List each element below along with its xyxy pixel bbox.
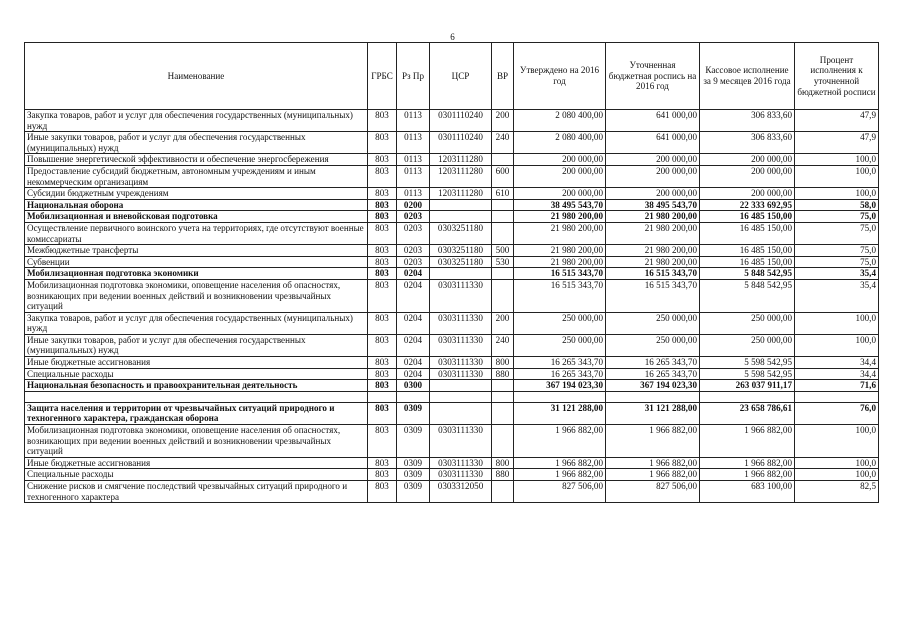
cell-csr: 0303251180 [430,245,492,257]
cell-csr: 0303111330 [430,279,492,312]
table-row [25,154,879,166]
cell-approved: 16 515 343,70 [514,268,606,280]
cell-approved: 21 980 200,00 [514,256,606,268]
cell-cash: 23 658 786,61 [700,402,795,424]
cell-percent: 35,4 [795,268,879,280]
cell-cash: 200 000,00 [700,188,795,200]
cell-grbs: 803 [368,256,397,268]
table-body [25,110,879,503]
cell-cash: 263 037 911,17 [700,380,795,392]
cell-vr: 500 [492,245,514,257]
cell-rzpr: 0309 [397,402,430,424]
cell-rzpr: 0203 [397,256,430,268]
cell-cash: 1 966 882,00 [700,457,795,469]
cell-name: Иные бюджетные ассигнования [25,457,368,469]
cell-grbs: 803 [368,357,397,369]
cell-name: Закупка товаров, работ и услуг для обеспечения государственных (муниципальных) нужд [25,110,368,132]
cell-csr: 0303251180 [430,256,492,268]
table-row [25,402,879,424]
cell-approved: 21 980 200,00 [514,245,606,257]
table-row [25,357,879,369]
table-row [25,268,879,280]
cell-vr [492,279,514,312]
cell-csr: 0301110240 [430,132,492,154]
table-row [25,188,879,200]
cell-percent: 100,0 [795,425,879,458]
cell-refined: 250 000,00 [606,312,700,334]
cell-refined: 16 515 343,70 [606,268,700,280]
cell-rzpr: 0203 [397,222,430,244]
cell-csr [430,199,492,211]
header-percent: Процент исполнения к уточненной бюджетной росписи [795,43,879,110]
header-rzpr: Рз Пр [397,43,430,110]
header-approved: Утверждено на 2016 год [514,43,606,110]
cell-refined: 16 265 343,70 [606,357,700,369]
cell-rzpr: 0204 [397,357,430,369]
cell-name: Иные закупки товаров, работ и услуг для обеспечения государственных (муниципальных) нужд [25,132,368,154]
cell-refined: 21 980 200,00 [606,245,700,257]
cell-rzpr: 0300 [397,380,430,392]
cell-cash: 250 000,00 [700,312,795,334]
cell-name: Мобилизационная и вневойсковая подготовка [25,211,368,223]
cell-refined: 200 000,00 [606,188,700,200]
cell-vr [492,199,514,211]
cell-cash [700,391,795,402]
cell-vr [492,222,514,244]
cell-csr: 0303111330 [430,357,492,369]
cell-rzpr: 0203 [397,245,430,257]
cell-percent: 100,0 [795,469,879,481]
cell-approved: 200 000,00 [514,154,606,166]
cell-percent: 47,9 [795,132,879,154]
cell-refined: 1 966 882,00 [606,457,700,469]
cell-rzpr: 0203 [397,211,430,223]
cell-refined: 16 265 343,70 [606,368,700,380]
cell-name: Повышение энергетической эффективности и обеспечение энергосбережения [25,154,368,166]
cell-approved: 38 495 543,70 [514,199,606,211]
cell-cash: 306 833,60 [700,132,795,154]
cell-approved: 16 265 343,70 [514,357,606,369]
cell-cash: 200 000,00 [700,154,795,166]
cell-refined: 38 495 543,70 [606,199,700,211]
cell-csr: 1203111280 [430,154,492,166]
cell-cash: 22 333 692,95 [700,199,795,211]
cell-csr [430,402,492,424]
cell-vr [492,391,514,402]
cell-csr: 0301110240 [430,110,492,132]
cell-percent: 100,0 [795,334,879,356]
table-row [25,469,879,481]
cell-approved: 367 194 023,30 [514,380,606,392]
cell-approved [514,391,606,402]
cell-csr: 0303111330 [430,312,492,334]
cell-csr: 0303111330 [430,425,492,458]
cell-name: Межбюджетные трансферты [25,245,368,257]
cell-name: Национальная безопасность и правоохранительная деятельность [25,380,368,392]
table-row [25,165,879,187]
table-row [25,222,879,244]
cell-rzpr: 0204 [397,368,430,380]
cell-approved: 1 966 882,00 [514,469,606,481]
cell-grbs: 803 [368,222,397,244]
cell-cash: 1 966 882,00 [700,425,795,458]
cell-approved: 31 121 288,00 [514,402,606,424]
cell-name: Защита населения и территории от чрезвычайных ситуаций природного и техногенного характера, гражданская оборона [25,402,368,424]
cell-percent: 75,0 [795,222,879,244]
cell-grbs: 803 [368,132,397,154]
cell-name: Снижение рисков и смягчение последствий чрезвычайных ситуаций природного и техногенного характера [25,481,368,503]
header-vr: ВР [492,43,514,110]
cell-grbs: 803 [368,312,397,334]
cell-approved: 250 000,00 [514,312,606,334]
cell-refined: 21 980 200,00 [606,256,700,268]
table-row [25,368,879,380]
cell-approved: 21 980 200,00 [514,222,606,244]
cell-name: Субвенции [25,256,368,268]
cell-grbs: 803 [368,245,397,257]
cell-percent: 100,0 [795,165,879,187]
cell-name: Национальная оборона [25,199,368,211]
cell-vr [492,154,514,166]
cell-cash: 683 100,00 [700,481,795,503]
table-row [25,132,879,154]
cell-vr: 200 [492,110,514,132]
table-row [25,425,879,458]
cell-grbs [368,391,397,402]
cell-name: Мобилизационная подготовка экономики, оповещение населения об опасностях, возникающих при ведении военных действий и возникновении чрезвычайных ситуаций [25,425,368,458]
cell-csr: 0303111330 [430,469,492,481]
cell-vr [492,268,514,280]
cell-refined [606,391,700,402]
cell-csr: 0303312050 [430,481,492,503]
cell-rzpr [397,391,430,402]
cell-csr: 0303251180 [430,222,492,244]
cell-percent: 82,5 [795,481,879,503]
cell-grbs: 803 [368,368,397,380]
cell-approved: 200 000,00 [514,188,606,200]
cell-vr: 610 [492,188,514,200]
cell-name: Субсидии бюджетным учреждениям [25,188,368,200]
cell-cash: 16 485 150,00 [700,245,795,257]
cell-rzpr: 0113 [397,154,430,166]
cell-percent: 76,0 [795,402,879,424]
cell-grbs: 803 [368,469,397,481]
cell-approved: 1 966 882,00 [514,425,606,458]
cell-csr: 1203111280 [430,188,492,200]
cell-vr [492,425,514,458]
cell-grbs: 803 [368,154,397,166]
cell-rzpr: 0309 [397,457,430,469]
table-row [25,256,879,268]
cell-name: Мобилизационная подготовка экономики [25,268,368,280]
table-row [25,279,879,312]
cell-refined: 1 966 882,00 [606,425,700,458]
cell-grbs: 803 [368,268,397,280]
cell-grbs: 803 [368,380,397,392]
cell-percent: 35,4 [795,279,879,312]
cell-approved: 21 980 200,00 [514,211,606,223]
cell-approved: 200 000,00 [514,165,606,187]
cell-name: Специальные расходы [25,469,368,481]
cell-csr [430,268,492,280]
cell-approved: 16 265 343,70 [514,368,606,380]
budget-execution-table [24,42,879,503]
table-row [25,457,879,469]
table-row [25,481,879,503]
cell-percent: 58,0 [795,199,879,211]
table-row [25,211,879,223]
cell-grbs: 803 [368,188,397,200]
cell-vr: 240 [492,132,514,154]
cell-name: Иные закупки товаров, работ и услуг для обеспечения государственных (муниципальных) нужд [25,334,368,356]
cell-grbs: 803 [368,211,397,223]
cell-rzpr: 0204 [397,268,430,280]
header-refined: Уточненная бюджетная роспись на 2016 год [606,43,700,110]
cell-rzpr: 0309 [397,469,430,481]
cell-rzpr: 0200 [397,199,430,211]
cell-vr [492,211,514,223]
cell-csr: 1203111280 [430,165,492,187]
cell-cash: 306 833,60 [700,110,795,132]
cell-percent: 71,6 [795,380,879,392]
cell-name: Специальные расходы [25,368,368,380]
cell-approved: 827 506,00 [514,481,606,503]
table-row [25,110,879,132]
cell-percent [795,391,879,402]
cell-percent: 100,0 [795,457,879,469]
cell-rzpr: 0113 [397,188,430,200]
cell-grbs: 803 [368,199,397,211]
cell-name: Иные бюджетные ассигнования [25,357,368,369]
cell-refined: 250 000,00 [606,334,700,356]
page-number: 6 [450,32,455,42]
cell-rzpr: 0204 [397,279,430,312]
cell-refined: 200 000,00 [606,154,700,166]
cell-cash: 5 848 542,95 [700,268,795,280]
cell-grbs: 803 [368,425,397,458]
cell-refined: 21 980 200,00 [606,211,700,223]
cell-vr [492,481,514,503]
header-name: Наименование [25,43,368,110]
cell-grbs: 803 [368,110,397,132]
header-row [25,43,879,110]
cell-csr [430,380,492,392]
cell-percent: 100,0 [795,312,879,334]
cell-rzpr: 0113 [397,110,430,132]
cell-refined: 641 000,00 [606,110,700,132]
cell-cash: 250 000,00 [700,334,795,356]
cell-percent: 34,4 [795,368,879,380]
cell-refined: 641 000,00 [606,132,700,154]
cell-refined: 367 194 023,30 [606,380,700,392]
cell-refined: 200 000,00 [606,165,700,187]
cell-refined: 16 515 343,70 [606,279,700,312]
cell-csr [430,211,492,223]
cell-vr: 880 [492,469,514,481]
cell-grbs: 803 [368,402,397,424]
cell-percent: 47,9 [795,110,879,132]
cell-approved: 1 966 882,00 [514,457,606,469]
cell-refined: 827 506,00 [606,481,700,503]
spacer-row [25,391,879,402]
cell-vr: 530 [492,256,514,268]
cell-name: Мобилизационная подготовка экономики, оповещение населения об опасностях, возникающих при ведении военных действий и возникновении чрезвычайных ситуаций [25,279,368,312]
cell-approved: 2 080 400,00 [514,110,606,132]
cell-grbs: 803 [368,279,397,312]
cell-percent: 75,0 [795,245,879,257]
cell-percent: 100,0 [795,188,879,200]
cell-csr: 0303111330 [430,334,492,356]
cell-approved: 250 000,00 [514,334,606,356]
cell-rzpr: 0204 [397,334,430,356]
cell-name: Закупка товаров, работ и услуг для обеспечения государственных (муниципальных) нужд [25,312,368,334]
cell-cash: 5 598 542,95 [700,368,795,380]
cell-rzpr: 0309 [397,481,430,503]
table-row [25,199,879,211]
header-csr: ЦСР [430,43,492,110]
cell-cash: 16 485 150,00 [700,256,795,268]
table-row [25,334,879,356]
cell-cash: 16 485 150,00 [700,222,795,244]
cell-vr: 880 [492,368,514,380]
cell-percent: 34,4 [795,357,879,369]
cell-refined: 31 121 288,00 [606,402,700,424]
cell-percent: 75,0 [795,211,879,223]
cell-name [25,391,368,402]
cell-rzpr: 0204 [397,312,430,334]
cell-cash: 16 485 150,00 [700,211,795,223]
cell-vr: 600 [492,165,514,187]
cell-grbs: 803 [368,334,397,356]
cell-name: Предоставление субсидий бюджетным, автономным учреждениям и иным некоммерческим организациям [25,165,368,187]
cell-name: Осуществление первичного воинского учета на территориях, где отсутствуют военные комиссариаты [25,222,368,244]
cell-cash: 200 000,00 [700,165,795,187]
table-row [25,245,879,257]
cell-cash: 5 848 542,95 [700,279,795,312]
cell-cash: 1 966 882,00 [700,469,795,481]
cell-percent: 100,0 [795,154,879,166]
table-row [25,380,879,392]
cell-percent: 75,0 [795,256,879,268]
cell-csr [430,391,492,402]
cell-cash: 5 598 542,95 [700,357,795,369]
cell-vr: 800 [492,357,514,369]
cell-refined: 1 966 882,00 [606,469,700,481]
cell-vr: 200 [492,312,514,334]
header-grbs: ГРБС [368,43,397,110]
cell-vr [492,402,514,424]
cell-approved: 16 515 343,70 [514,279,606,312]
cell-grbs: 803 [368,165,397,187]
cell-vr [492,380,514,392]
cell-approved: 2 080 400,00 [514,132,606,154]
cell-vr: 240 [492,334,514,356]
cell-refined: 21 980 200,00 [606,222,700,244]
cell-rzpr: 0309 [397,425,430,458]
cell-csr: 0303111330 [430,457,492,469]
cell-rzpr: 0113 [397,165,430,187]
header-cash: Кассовое исполнение за 9 месяцев 2016 года [700,43,795,110]
cell-rzpr: 0113 [397,132,430,154]
cell-grbs: 803 [368,481,397,503]
table-row [25,312,879,334]
cell-grbs: 803 [368,457,397,469]
cell-csr: 0303111330 [430,368,492,380]
cell-vr: 800 [492,457,514,469]
